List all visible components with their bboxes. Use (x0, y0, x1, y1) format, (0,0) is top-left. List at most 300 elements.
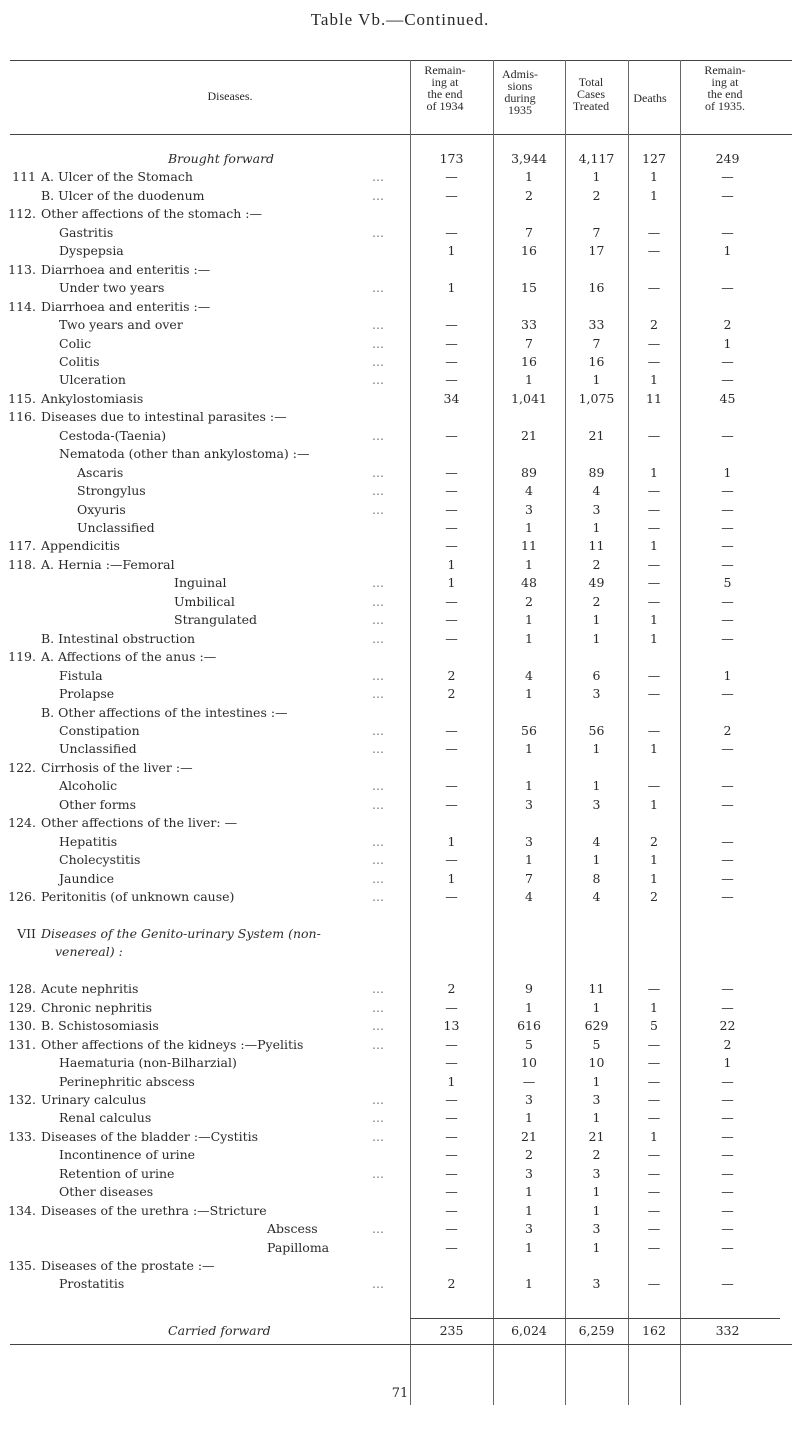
table-row (0, 390, 800, 408)
table-row (0, 1073, 800, 1091)
row-label: Acute nephritis (41, 981, 139, 997)
table-row (0, 335, 800, 353)
cell-value: — (721, 612, 734, 628)
row-number: 132. (8, 1091, 36, 1107)
cell-value: 1 (525, 1202, 533, 1218)
row-label: Carried forward (168, 1323, 271, 1339)
cell-value: 4 (592, 483, 601, 499)
cell-value: — (445, 1202, 458, 1218)
row-number: 114. (8, 298, 36, 314)
leader-dots: ... (372, 852, 384, 868)
cell-value: 2 (592, 556, 601, 572)
row-number: 117. (8, 538, 36, 554)
row-label: Diarrhoea and enteritis :— (41, 261, 211, 277)
cell-value: — (445, 353, 458, 369)
leader-dots: ... (372, 501, 384, 517)
cell-value: 15 (521, 280, 537, 296)
cell-value: — (721, 1091, 734, 1107)
table-row (0, 1165, 800, 1183)
cell-value: 629 (584, 1018, 609, 1034)
cell-value: — (721, 796, 734, 812)
leader-dots: ... (372, 317, 384, 333)
table-row (0, 519, 800, 537)
table-row (0, 943, 800, 961)
cell-value: — (721, 538, 734, 554)
table-row (0, 611, 800, 629)
cell-value: 1 (592, 999, 601, 1015)
cell-value: 22 (719, 1018, 736, 1034)
cell-value: — (721, 1110, 734, 1126)
table-row (0, 740, 800, 758)
row-label: Abscess (267, 1221, 318, 1237)
cell-value: 1 (525, 520, 533, 535)
cell-value: 3 (525, 796, 533, 812)
cell-value: 11 (646, 390, 662, 406)
row-label: Strangulated (174, 612, 257, 628)
row-label: B. Ulcer of the duodenum (41, 187, 205, 203)
cell-value: — (647, 1165, 661, 1181)
cell-value: 3 (525, 1221, 533, 1237)
table-row (0, 759, 800, 777)
cell-value: 16 (521, 243, 537, 259)
cell-value: 2 (447, 686, 456, 702)
cell-value: — (721, 483, 734, 499)
cell-value: — (445, 630, 458, 646)
cell-value: — (445, 796, 458, 812)
row-label: Papilloma (267, 1239, 330, 1255)
table-row (0, 408, 800, 426)
cell-value: — (647, 778, 661, 794)
row-number: VII (17, 925, 36, 941)
leader-dots: ... (372, 575, 384, 591)
table-row (0, 1257, 800, 1275)
cell-value: 2 (447, 1276, 456, 1292)
table-row (0, 1322, 800, 1340)
cell-value: 2 (525, 593, 533, 609)
table-row (0, 1146, 800, 1164)
cell-value: 2 (650, 317, 658, 333)
table-row (0, 316, 800, 334)
table-row (0, 261, 800, 279)
row-label: Perinephritic abscess (59, 1073, 195, 1089)
cell-value: 7 (525, 335, 533, 351)
cell-value: 3 (592, 686, 601, 702)
cell-value: 1 (447, 1073, 456, 1089)
cell-value: — (445, 317, 458, 333)
leader-dots: ... (372, 1091, 384, 1107)
row-label: Other affections of the liver: — (41, 815, 238, 831)
cell-value: — (647, 1202, 661, 1218)
row-label: Other forms (59, 796, 137, 812)
cell-value: 3 (592, 796, 601, 812)
row-label: Dyspepsia (59, 243, 124, 259)
row-number: 126. (8, 889, 36, 904)
cell-value: — (647, 243, 661, 259)
cell-value: 2 (723, 722, 732, 738)
cell-value: 1 (592, 372, 601, 388)
cell-value: 1 (447, 280, 456, 296)
table-row (0, 1128, 800, 1146)
cell-value: 1 (447, 575, 456, 591)
row-number: 116. (8, 409, 36, 425)
cell-value: 4 (525, 667, 533, 683)
cell-value: 1 (650, 741, 658, 757)
cell-value: — (445, 612, 458, 628)
leader-dots: ... (372, 169, 384, 185)
cell-value: — (721, 353, 734, 369)
cell-value: — (721, 169, 734, 185)
row-label: Unclassified (77, 520, 155, 535)
cell-value: — (721, 833, 734, 849)
table-row (0, 722, 800, 740)
page-title: Table Vb.—Continued. (310, 10, 490, 29)
cell-value: 1 (650, 464, 658, 480)
leader-dots: ... (372, 353, 384, 369)
row-label: Gastritis (59, 224, 114, 240)
row-label: Incontinence of urine (59, 1147, 196, 1163)
leader-dots: ... (372, 483, 384, 499)
cell-value: 3 (525, 833, 533, 849)
cell-value: 16 (588, 280, 605, 296)
cell-value: 3 (592, 501, 601, 517)
table-row (0, 501, 800, 519)
cell-value: — (721, 556, 734, 572)
leader-dots: ... (372, 796, 384, 812)
leader-dots: ... (372, 1128, 384, 1144)
row-label: Cholecystitis (59, 852, 141, 868)
leader-dots: ... (372, 722, 384, 738)
row-label: Other diseases (59, 1184, 154, 1200)
cell-value: 1 (592, 169, 601, 185)
cell-value: 1 (447, 556, 456, 572)
cell-value: — (721, 1128, 734, 1144)
cell-value: 1 (525, 741, 533, 757)
cell-value: — (647, 335, 661, 351)
cell-value: — (647, 667, 661, 683)
cell-value: 2 (447, 667, 456, 683)
cell-value: 1 (447, 243, 456, 259)
row-number: 135. (8, 1258, 36, 1273)
row-label: Diseases of the urethra :—Stricture (41, 1202, 267, 1218)
leader-dots: ... (372, 1018, 384, 1034)
cell-value: — (647, 353, 661, 369)
leader-dots: ... (372, 1276, 384, 1292)
cell-value: 2 (592, 187, 601, 203)
table-row (0, 1036, 800, 1054)
cell-value: — (647, 1110, 661, 1126)
cell-value: 21 (588, 1128, 605, 1144)
cell-value: 1 (650, 372, 658, 388)
cell-value: 1 (447, 833, 456, 849)
cell-value: 235 (439, 1323, 464, 1339)
cell-value: — (721, 501, 734, 517)
table-row (0, 777, 800, 795)
row-label: Diseases of the bladder :—Cystitis (41, 1128, 259, 1144)
cell-value: 1 (650, 870, 658, 886)
leader-dots: ... (372, 870, 384, 886)
cell-value: — (721, 1221, 734, 1237)
table-row (0, 279, 800, 297)
cell-value: 3 (592, 1221, 601, 1237)
cell-value: 1 (650, 852, 658, 868)
cell-value: 89 (521, 464, 537, 480)
cell-value: 21 (588, 427, 605, 443)
bottom-rule (10, 1344, 792, 1345)
cell-value: — (647, 1239, 661, 1255)
cell-value: 1 (592, 741, 601, 757)
cell-value: 127 (642, 151, 666, 166)
leader-dots: ... (372, 1110, 384, 1126)
cell-value: — (647, 1184, 661, 1200)
cell-value: 2 (525, 187, 533, 203)
cell-value: 17 (588, 243, 605, 259)
row-label: Alcoholic (59, 778, 118, 794)
table-row (0, 205, 800, 223)
cell-value: 10 (588, 1055, 605, 1071)
cell-value: 1 (525, 999, 533, 1015)
cell-value: 7 (592, 224, 601, 240)
row-number: 124. (8, 815, 36, 831)
cell-value: — (647, 1221, 661, 1237)
cell-value: 1 (592, 778, 601, 794)
table-row (0, 1275, 800, 1293)
cell-value: — (647, 556, 661, 572)
cell-value: 21 (521, 1128, 537, 1144)
cell-value: — (522, 1073, 536, 1089)
row-number: 119. (8, 649, 36, 665)
cell-value: — (445, 778, 458, 794)
row-label: Diseases of the Genito-urinary System (non- (41, 925, 321, 941)
cell-value: — (445, 1110, 458, 1126)
cell-value: 2 (592, 1147, 601, 1163)
table-row (0, 630, 800, 648)
table-row (0, 445, 800, 463)
cell-value: 1 (525, 1239, 533, 1255)
cell-value: 5 (723, 575, 732, 591)
row-label: Oxyuris (77, 501, 126, 517)
cell-value: — (647, 501, 661, 517)
cell-value: — (647, 427, 661, 443)
cell-value: — (647, 1073, 661, 1089)
cell-value: 2 (447, 981, 456, 997)
row-number: 133. (8, 1128, 36, 1144)
cell-value: — (445, 1147, 458, 1163)
cell-value: — (445, 1091, 458, 1107)
row-label: Prostatitis (59, 1276, 125, 1292)
table-row (0, 537, 800, 555)
cell-value: — (647, 483, 661, 499)
cell-value: — (445, 1165, 458, 1181)
cell-value: 33 (521, 317, 537, 333)
leader-dots: ... (372, 1165, 384, 1181)
cell-value: — (647, 1036, 661, 1052)
cell-value: — (721, 372, 734, 388)
cell-value: 1 (650, 538, 658, 554)
table-row (0, 464, 800, 482)
row-number: 130. (8, 1018, 36, 1034)
cell-value: 1 (592, 1239, 601, 1255)
table-row (0, 833, 800, 851)
table-row (0, 888, 800, 906)
cell-value: — (445, 1055, 458, 1071)
cell-value: 1 (650, 999, 658, 1015)
row-label: Urinary calculus (41, 1091, 146, 1107)
leader-dots: ... (372, 427, 384, 443)
row-label: Prolapse (59, 686, 115, 702)
row-label: Cestoda-(Taenia) (59, 427, 167, 443)
leader-dots: ... (372, 741, 384, 757)
row-number: 118. (8, 556, 36, 572)
cell-value: — (647, 1091, 661, 1107)
cell-value: — (445, 852, 458, 868)
cell-value: 56 (588, 722, 605, 738)
cell-value: 1 (525, 556, 533, 572)
cell-value: 1 (592, 1184, 601, 1200)
leader-dots: ... (372, 999, 384, 1015)
cell-value: 1 (650, 612, 658, 628)
cell-value: 5 (592, 1036, 601, 1052)
cell-value: — (721, 427, 734, 443)
leader-dots: ... (372, 667, 384, 683)
row-label: B. Schistosomiasis (41, 1018, 159, 1034)
cell-value: 4,117 (578, 151, 615, 166)
cell-value: — (721, 1147, 734, 1163)
cell-value: 1,041 (511, 390, 547, 406)
row-label: Hepatitis (59, 833, 118, 849)
table-row (0, 870, 800, 888)
cell-value: 1 (525, 1184, 533, 1200)
cell-value: 3,944 (511, 151, 547, 166)
cell-value: — (721, 686, 734, 702)
cell-value: — (721, 1202, 734, 1218)
cell-value: 1 (650, 1128, 658, 1144)
row-number: 134. (8, 1202, 36, 1218)
cell-value: — (445, 593, 458, 609)
row-number: 122. (8, 759, 36, 775)
cell-value: 3 (525, 1091, 533, 1107)
cell-value: — (647, 722, 661, 738)
row-label: Under two years (59, 280, 165, 296)
cell-value: 332 (715, 1323, 740, 1339)
cell-value: 2 (723, 317, 732, 333)
cell-value: — (445, 1128, 458, 1144)
table-row (0, 574, 800, 592)
cell-value: — (721, 1073, 734, 1089)
cell-value: 4 (525, 483, 533, 499)
cell-value: 9 (525, 981, 533, 997)
header-admissions: Admis- sions during 1935 (502, 67, 538, 117)
cell-value: 49 (588, 575, 605, 591)
cell-value: — (721, 870, 734, 886)
cell-value: 1 (592, 1202, 601, 1218)
row-number: 115. (8, 390, 36, 406)
cell-value: 7 (525, 870, 533, 886)
table-row (0, 1091, 800, 1109)
cell-value: 1,075 (578, 390, 615, 406)
table-row (0, 168, 800, 186)
row-label: Peritonitis (of unknown cause) (41, 889, 235, 904)
row-label: Fistula (59, 667, 103, 683)
cell-value: 2 (650, 889, 658, 904)
table-row (0, 1109, 800, 1127)
row-label: A. Affections of the anus :— (41, 649, 217, 665)
leader-dots: ... (372, 464, 384, 480)
table-row (0, 1202, 800, 1220)
row-label: Diarrhoea and enteritis :— (41, 298, 211, 314)
cell-value: — (647, 981, 661, 997)
row-label: Colic (59, 335, 92, 351)
cell-value: — (721, 1276, 734, 1292)
row-number: 112. (8, 206, 36, 222)
row-label: Ascaris (77, 464, 124, 480)
table-row (0, 814, 800, 832)
cell-value: 6,259 (578, 1323, 615, 1339)
table-row (0, 556, 800, 574)
cell-value: 3 (592, 1276, 601, 1292)
row-label: Diseases due to intestinal parasites :— (41, 409, 287, 425)
cell-value: 56 (521, 722, 537, 738)
cell-value: — (647, 575, 661, 591)
cell-value: — (721, 630, 734, 646)
cell-value: 1 (650, 796, 658, 812)
leader-dots: ... (372, 612, 384, 628)
cell-value: — (721, 520, 734, 535)
cell-value: 16 (588, 353, 605, 369)
row-label: Constipation (59, 722, 140, 738)
cell-value: — (721, 1184, 734, 1200)
cell-value: 1 (592, 630, 601, 646)
row-label: A. Ulcer of the Stomach (41, 169, 193, 185)
cell-value: 1 (447, 870, 456, 886)
cell-value: 11 (588, 981, 605, 997)
header-total-cases: Total Cases Treated (572, 75, 610, 113)
cell-value: — (647, 280, 661, 296)
header-remaining-1934: Remain- ing at the end of 1934 (424, 63, 466, 113)
table-row (0, 704, 800, 722)
cell-value: 1 (592, 1110, 601, 1126)
cell-value: — (445, 1184, 458, 1200)
cell-value: — (445, 999, 458, 1015)
leader-dots: ... (372, 686, 384, 702)
leader-dots: ... (372, 187, 384, 203)
cell-value: 48 (521, 575, 537, 591)
cell-value: — (445, 1239, 458, 1255)
row-label: B. Other affections of the intestines :— (41, 704, 288, 720)
cell-value: 3 (592, 1091, 601, 1107)
leader-dots: ... (372, 335, 384, 351)
cell-value: 1 (650, 169, 658, 185)
cell-value: — (647, 593, 661, 609)
cell-value: 4 (525, 889, 533, 904)
table-row (0, 1183, 800, 1201)
cell-value: — (721, 224, 734, 240)
total-rule (410, 1318, 780, 1319)
cell-value: — (721, 852, 734, 868)
row-label: Brought forward (168, 151, 275, 166)
cell-value: 1 (525, 1276, 533, 1292)
cell-value: 1 (525, 686, 533, 702)
cell-value: 7 (525, 224, 533, 240)
cell-value: — (721, 981, 734, 997)
header-remaining-1935: Remain- ing at the end of 1935. (704, 63, 746, 113)
table-row (0, 593, 800, 611)
row-label: B. Intestinal obstruction (41, 630, 196, 646)
leader-dots: ... (372, 889, 384, 904)
row-label: Colitis (59, 353, 100, 369)
row-label: Renal calculus (59, 1110, 152, 1126)
cell-value: — (445, 483, 458, 499)
cell-value: — (445, 464, 458, 480)
